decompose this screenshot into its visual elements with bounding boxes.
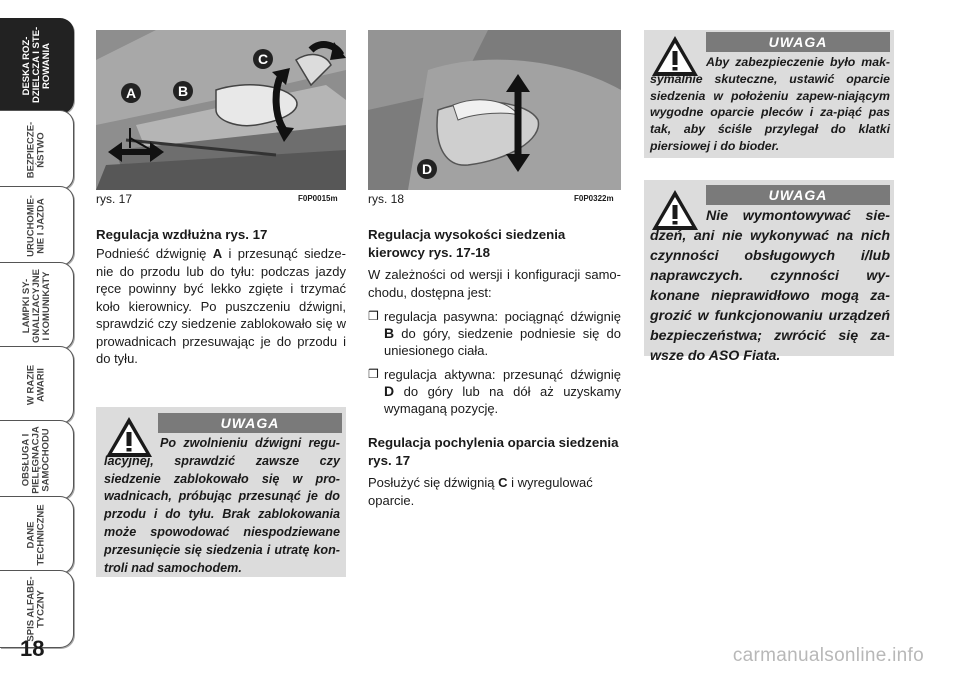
- figure-17-seat-levers: [96, 30, 346, 190]
- text: regulacja pasywna: pociągnąć dźwignię: [384, 309, 621, 324]
- bullet-icon: ❒: [368, 367, 379, 381]
- tab-label: OBSŁUGA I PIELĘGNACJA SAMOCHODU: [20, 426, 52, 494]
- watermark: carmanualsonline.info: [732, 645, 924, 666]
- figure-17-code: F0P0015m: [298, 194, 338, 203]
- lever-letter: D: [384, 383, 395, 399]
- section-tabs: [0, 18, 74, 642]
- warning-box-2: [644, 30, 894, 158]
- callout-d: [416, 158, 438, 180]
- lever-letter: A: [212, 246, 223, 261]
- tab-label: URUCHOMIE- NIE I JAZDA: [25, 195, 47, 257]
- page-number: 18: [20, 636, 45, 661]
- lever-letter: C: [498, 475, 508, 490]
- warning-1-text: Po zwolnieniu dźwigni regu-lacyjnej, sprawdzić zawsze czy siedzenie zablokowało się w pro-wadnicach, próbując przesunąć je do przodu i do tyłu. Brak zablokowania może spowodować niespodziewane przesunięcie się siedzenia i utratę kon-troli nad samochodem.: [104, 436, 340, 575]
- callout-b: [172, 80, 194, 102]
- warning-3-text: Nie wymontowywać sie-dzeń, ani nie wykonywać na nich czynności obsługowych i/lub naprawczych. czynności wy-konane nieprawidłowo mogą za-grozić w funkcjonowaniu urządzeń bezpieczeństwa; zwrócić się za-wsze do ASO Fiata.: [650, 208, 890, 364]
- tab-obsluga[interactable]: [0, 420, 74, 500]
- warning-2-text: Aby zabezpieczenie było mak-symalnie skuteczne, ustawić oparcie siedzenia w położeniu zapew-niającym wygodne oparcie pleców i za-piąć pas tak, aby ściśle przylegał do klatki piersiowej i do bioder.: [650, 55, 890, 153]
- figure-18-code: F0P0322m: [574, 194, 614, 203]
- tab-uruchomienie[interactable]: [0, 186, 74, 266]
- text: Podnieść dźwignię: [96, 246, 213, 261]
- tab-lampki[interactable]: [0, 262, 74, 350]
- text: i przesunąć siedze-nie do przodu lub do tyłu: podczas jazdy ręce powinny być lekko zgięte i trzymać koło kierownicy. Po puszczeniu dźwigni, sprawdzić czy siedzenie zablokowało się w prowadnicach przesuwając je do przodu i do tyłu.: [96, 246, 346, 366]
- lever-illustration: [368, 30, 621, 190]
- paragraph-backrest-adjustment: [368, 474, 621, 509]
- text: Posłużyć się dźwignią: [368, 475, 499, 490]
- warning-title-bar: UWAGA: [158, 413, 342, 433]
- paragraph-longitudinal-adjustment: [96, 245, 346, 368]
- seat-illustration: [96, 30, 346, 190]
- tab-deska-rozdzielcza[interactable]: [0, 18, 74, 114]
- tab-label: W RAZIE AWARII: [25, 364, 47, 406]
- warning-title-bar: UWAGA: [706, 32, 890, 52]
- bullet-passive-adjustment: [368, 308, 621, 359]
- callout-d-label: D: [421, 161, 433, 177]
- heading-height-adjustment: Regulacja wysokości siedzenia kierowcy rys. 17-18: [368, 227, 566, 260]
- tab-label: BEZPIECZE- ŃSTWO: [25, 121, 47, 179]
- bullet-icon: ❒: [368, 309, 379, 323]
- tab-bezpieczenstwo[interactable]: [0, 110, 74, 190]
- text: do góry lub na dół aż uzyskamy wymaganą pozycję.: [384, 384, 621, 416]
- warning-box-1: [96, 407, 346, 577]
- figure-17-caption: rys. 17: [96, 192, 133, 206]
- callout-c: [252, 48, 274, 70]
- warning-box-3: [644, 180, 894, 364]
- tab-label: DANE TECHNICZNE: [25, 504, 47, 566]
- callout-b-label: B: [177, 83, 189, 99]
- callout-a: [120, 82, 142, 104]
- paragraph-height-intro: W zależności od wersji i konfiguracji samo-chodu, dostępna jest:: [368, 267, 621, 300]
- lever-letter: B: [384, 325, 395, 341]
- tab-dane-techniczne[interactable]: [0, 496, 74, 574]
- tab-w-razie-awarii[interactable]: [0, 346, 74, 424]
- figure-18-height-lever: [368, 30, 621, 190]
- tab-label: DESKA ROZ- DZIELCZA I STE- ROWANIA: [20, 26, 52, 103]
- tab-label: SPIS ALFABE- TYCZNY: [25, 576, 47, 642]
- text: do góry, siedzenie podniesie się do uniesionego ciała.: [384, 326, 621, 358]
- text: i wyregulować oparcie.: [368, 475, 593, 508]
- text: regulacja aktywna: przesunąć dźwignię: [384, 367, 621, 382]
- bullet-active-adjustment: [368, 366, 621, 417]
- warning-title-bar: UWAGA: [706, 185, 890, 205]
- tab-label: LAMPKI SY- GNALIZACYJNE I KOMUNIKATY: [20, 269, 52, 343]
- callout-a-label: A: [125, 85, 137, 101]
- heading-backrest-adjustment: Regulacja pochylenia oparcia siedzenia rys. 17: [368, 435, 619, 468]
- callout-c-label: C: [257, 51, 269, 67]
- figure-18-caption: rys. 18: [368, 192, 405, 206]
- heading-longitudinal-adjustment: Regulacja wzdłużna rys. 17: [96, 227, 268, 242]
